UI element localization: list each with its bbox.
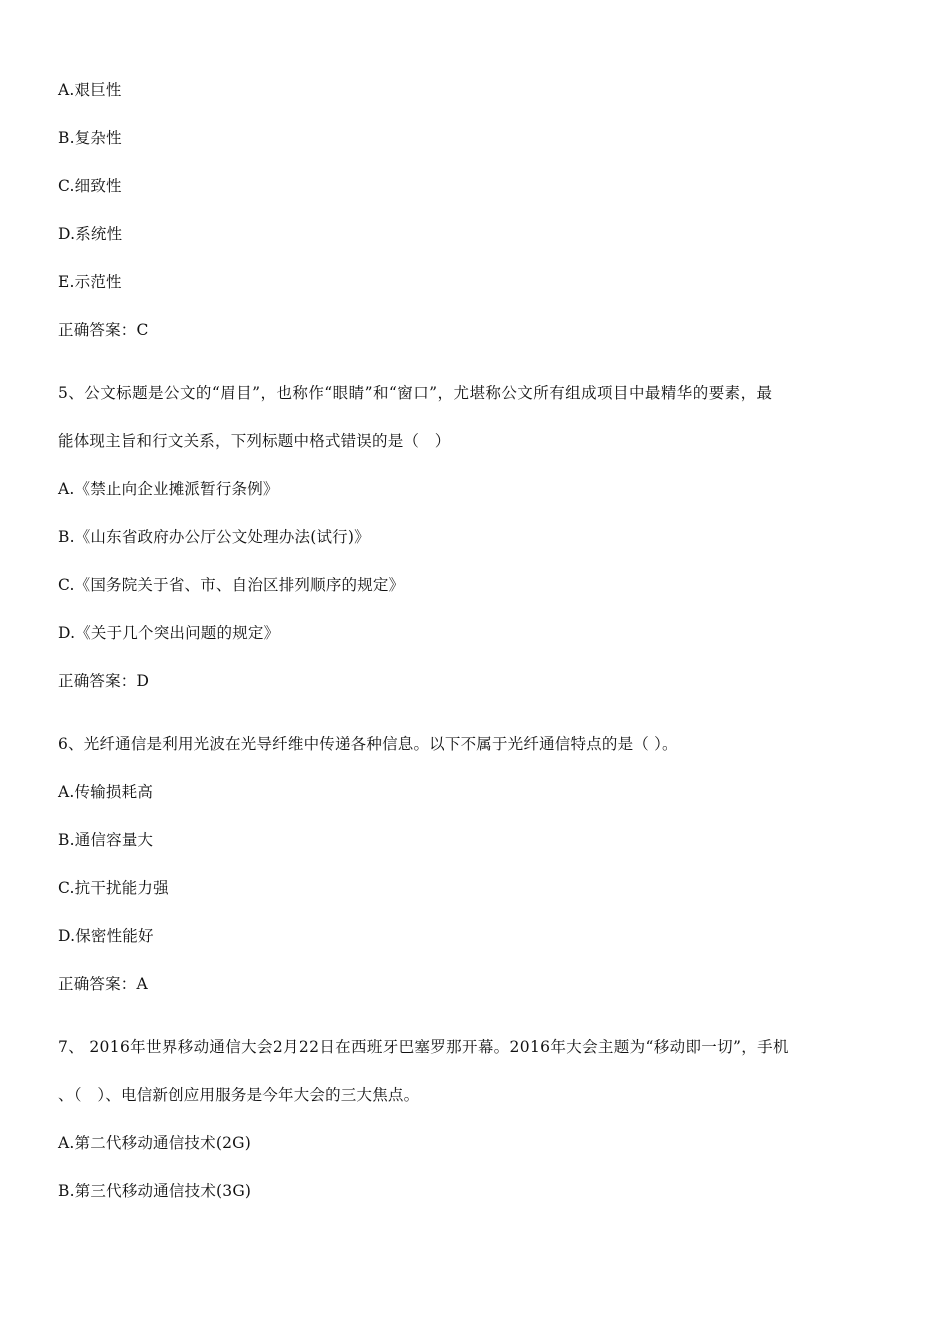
q5-option-a: A.《禁止向企业摊派暂行条例》 (58, 480, 279, 498)
q7-option-a: A.第二代移动通信技术(2G) (58, 1134, 251, 1152)
q6-option-d: D.保密性能好 (58, 927, 154, 945)
q6-answer: 正确答案：A (58, 975, 148, 993)
q4-option-b: B.复杂性 (58, 129, 122, 147)
q5-option-c: C.《国务院关于省、市、自治区排列顺序的规定》 (58, 576, 405, 594)
q5-stem-line2: 能体现主旨和行文关系，下列标题中格式错误的是（ ） (58, 432, 451, 450)
q6-option-a: A.传输损耗高 (58, 783, 154, 801)
q4-option-d: D.系统性 (58, 225, 123, 243)
q7-stem-line1: 7、 2016年世界移动通信大会2月22日在西班牙巴塞罗那开幕。2016年大会主题为“移动即一切”，手机 (58, 1038, 789, 1056)
q7-option-b: B.第三代移动通信技术(3G) (58, 1182, 252, 1200)
q5-option-b: B.《山东省政府办公厅公文处理办法(试行)》 (58, 528, 370, 546)
q4-option-e: E.示范性 (58, 273, 122, 291)
q6-stem: 6、光纤通信是利用光波在光导纤维中传递各种信息。以下不属于光纤通信特点的是（ ）。 (58, 735, 678, 753)
q5-answer: 正确答案：D (58, 672, 150, 690)
q4-option-c: C.细致性 (58, 177, 122, 195)
q6-option-c: C.抗干扰能力强 (58, 879, 169, 897)
q5-option-d: D.《关于几个突出问题的规定》 (58, 624, 280, 642)
q7-stem-line2: 、（ ）、电信新创应用服务是今年大会的三大焦点。 (58, 1086, 420, 1104)
q5-stem-line1: 5、公文标题是公文的“眉目”，也称作“眼睛”和“窗口”，尤堪称公文所有组成项目中最精华的要素，最 (58, 384, 773, 402)
q4-answer: 正确答案：C (58, 321, 149, 339)
q6-option-b: B.通信容量大 (58, 831, 154, 849)
q4-option-a: A.艰巨性 (58, 81, 122, 99)
